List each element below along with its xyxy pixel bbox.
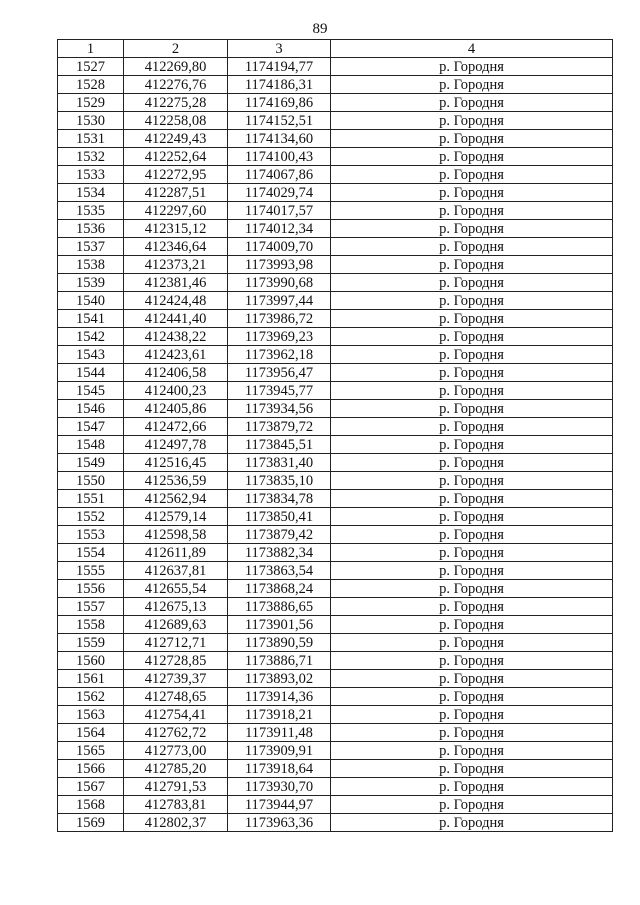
cell-description: р. Городня xyxy=(331,436,613,454)
cell-y-coordinate: 1173850,41 xyxy=(228,508,331,526)
cell-description: р. Городня xyxy=(331,760,613,778)
table-row xyxy=(58,814,613,832)
table-row xyxy=(58,706,613,724)
header-row xyxy=(58,40,613,58)
cell-x-coordinate: 412297,60 xyxy=(124,202,228,220)
cell-y-coordinate: 1173909,91 xyxy=(228,742,331,760)
cell-y-coordinate: 1174100,43 xyxy=(228,148,331,166)
cell-y-coordinate: 1173993,98 xyxy=(228,256,331,274)
cell-x-coordinate: 412441,40 xyxy=(124,310,228,328)
cell-x-coordinate: 412405,86 xyxy=(124,400,228,418)
table-row xyxy=(58,256,613,274)
table-row xyxy=(58,166,613,184)
table-row xyxy=(58,778,613,796)
cell-point-number: 1568 xyxy=(58,796,124,814)
cell-description: р. Городня xyxy=(331,562,613,580)
cell-x-coordinate: 412249,43 xyxy=(124,130,228,148)
cell-y-coordinate: 1173945,77 xyxy=(228,382,331,400)
cell-y-coordinate: 1174009,70 xyxy=(228,238,331,256)
cell-description: р. Городня xyxy=(331,220,613,238)
cell-point-number: 1566 xyxy=(58,760,124,778)
column-header-y: 3 xyxy=(228,40,331,58)
cell-description: р. Городня xyxy=(331,274,613,292)
cell-description: р. Городня xyxy=(331,400,613,418)
cell-point-number: 1569 xyxy=(58,814,124,832)
cell-description: р. Городня xyxy=(331,94,613,112)
cell-x-coordinate: 412269,80 xyxy=(124,58,228,76)
cell-description: р. Городня xyxy=(331,76,613,94)
cell-description: р. Городня xyxy=(331,292,613,310)
cell-y-coordinate: 1173831,40 xyxy=(228,454,331,472)
cell-x-coordinate: 412783,81 xyxy=(124,796,228,814)
cell-point-number: 1529 xyxy=(58,94,124,112)
table-row xyxy=(58,634,613,652)
table-row xyxy=(58,310,613,328)
cell-point-number: 1539 xyxy=(58,274,124,292)
cell-x-coordinate: 412762,72 xyxy=(124,724,228,742)
cell-point-number: 1541 xyxy=(58,310,124,328)
cell-point-number: 1536 xyxy=(58,220,124,238)
cell-description: р. Городня xyxy=(331,778,613,796)
cell-description: р. Городня xyxy=(331,364,613,382)
cell-y-coordinate: 1173956,47 xyxy=(228,364,331,382)
table-row xyxy=(58,544,613,562)
cell-point-number: 1562 xyxy=(58,688,124,706)
cell-point-number: 1527 xyxy=(58,58,124,76)
cell-description: р. Городня xyxy=(331,310,613,328)
cell-point-number: 1564 xyxy=(58,724,124,742)
cell-y-coordinate: 1174012,34 xyxy=(228,220,331,238)
cell-y-coordinate: 1173886,65 xyxy=(228,598,331,616)
cell-x-coordinate: 412637,81 xyxy=(124,562,228,580)
cell-x-coordinate: 412748,65 xyxy=(124,688,228,706)
cell-x-coordinate: 412598,58 xyxy=(124,526,228,544)
cell-x-coordinate: 412438,22 xyxy=(124,328,228,346)
table-row xyxy=(58,598,613,616)
cell-x-coordinate: 412785,20 xyxy=(124,760,228,778)
cell-point-number: 1557 xyxy=(58,598,124,616)
cell-x-coordinate: 412611,89 xyxy=(124,544,228,562)
table-row xyxy=(58,508,613,526)
table-row xyxy=(58,58,613,76)
cell-x-coordinate: 412252,64 xyxy=(124,148,228,166)
cell-point-number: 1567 xyxy=(58,778,124,796)
cell-point-number: 1553 xyxy=(58,526,124,544)
cell-y-coordinate: 1173918,21 xyxy=(228,706,331,724)
table-row xyxy=(58,688,613,706)
cell-description: р. Городня xyxy=(331,634,613,652)
cell-point-number: 1528 xyxy=(58,76,124,94)
cell-y-coordinate: 1173914,36 xyxy=(228,688,331,706)
cell-description: р. Городня xyxy=(331,130,613,148)
cell-point-number: 1542 xyxy=(58,328,124,346)
cell-y-coordinate: 1173835,10 xyxy=(228,472,331,490)
table-row xyxy=(58,148,613,166)
cell-point-number: 1561 xyxy=(58,670,124,688)
table-row xyxy=(58,202,613,220)
cell-description: р. Городня xyxy=(331,382,613,400)
cell-description: р. Городня xyxy=(331,652,613,670)
cell-point-number: 1543 xyxy=(58,346,124,364)
cell-x-coordinate: 412315,12 xyxy=(124,220,228,238)
cell-y-coordinate: 1173986,72 xyxy=(228,310,331,328)
table-header xyxy=(58,40,613,58)
cell-x-coordinate: 412739,37 xyxy=(124,670,228,688)
table-row xyxy=(58,130,613,148)
cell-x-coordinate: 412728,85 xyxy=(124,652,228,670)
cell-x-coordinate: 412275,28 xyxy=(124,94,228,112)
cell-y-coordinate: 1173969,23 xyxy=(228,328,331,346)
cell-description: р. Городня xyxy=(331,490,613,508)
table-row xyxy=(58,112,613,130)
cell-point-number: 1538 xyxy=(58,256,124,274)
cell-description: р. Городня xyxy=(331,418,613,436)
cell-description: р. Городня xyxy=(331,544,613,562)
page-number: 89 xyxy=(312,21,328,37)
cell-point-number: 1534 xyxy=(58,184,124,202)
table-row xyxy=(58,328,613,346)
cell-point-number: 1533 xyxy=(58,166,124,184)
cell-x-coordinate: 412346,64 xyxy=(124,238,228,256)
table-body xyxy=(58,58,613,832)
table-row xyxy=(58,184,613,202)
table-row xyxy=(58,652,613,670)
cell-y-coordinate: 1173918,64 xyxy=(228,760,331,778)
cell-x-coordinate: 412272,95 xyxy=(124,166,228,184)
cell-description: р. Городня xyxy=(331,184,613,202)
cell-point-number: 1544 xyxy=(58,364,124,382)
cell-x-coordinate: 412423,61 xyxy=(124,346,228,364)
cell-y-coordinate: 1173893,02 xyxy=(228,670,331,688)
table-row xyxy=(58,382,613,400)
cell-x-coordinate: 412689,63 xyxy=(124,616,228,634)
cell-point-number: 1537 xyxy=(58,238,124,256)
table-row xyxy=(58,742,613,760)
cell-point-number: 1545 xyxy=(58,382,124,400)
coordinates-table xyxy=(57,39,613,832)
cell-y-coordinate: 1174067,86 xyxy=(228,166,331,184)
table-row xyxy=(58,238,613,256)
table-row xyxy=(58,436,613,454)
cell-description: р. Городня xyxy=(331,814,613,832)
cell-point-number: 1558 xyxy=(58,616,124,634)
cell-point-number: 1559 xyxy=(58,634,124,652)
cell-description: р. Городня xyxy=(331,688,613,706)
cell-y-coordinate: 1174134,60 xyxy=(228,130,331,148)
cell-y-coordinate: 1173997,44 xyxy=(228,292,331,310)
cell-description: р. Городня xyxy=(331,112,613,130)
cell-point-number: 1535 xyxy=(58,202,124,220)
cell-description: р. Городня xyxy=(331,454,613,472)
table-row xyxy=(58,490,613,508)
cell-x-coordinate: 412373,21 xyxy=(124,256,228,274)
cell-x-coordinate: 412424,48 xyxy=(124,292,228,310)
cell-description: р. Городня xyxy=(331,166,613,184)
cell-point-number: 1548 xyxy=(58,436,124,454)
cell-point-number: 1556 xyxy=(58,580,124,598)
cell-point-number: 1549 xyxy=(58,454,124,472)
cell-description: р. Городня xyxy=(331,724,613,742)
table-row xyxy=(58,400,613,418)
cell-x-coordinate: 412675,13 xyxy=(124,598,228,616)
cell-y-coordinate: 1174194,77 xyxy=(228,58,331,76)
cell-description: р. Городня xyxy=(331,706,613,724)
cell-point-number: 1563 xyxy=(58,706,124,724)
cell-y-coordinate: 1173845,51 xyxy=(228,436,331,454)
cell-y-coordinate: 1173934,56 xyxy=(228,400,331,418)
cell-y-coordinate: 1173879,42 xyxy=(228,526,331,544)
cell-y-coordinate: 1173834,78 xyxy=(228,490,331,508)
cell-x-coordinate: 412754,41 xyxy=(124,706,228,724)
table-row xyxy=(58,292,613,310)
cell-x-coordinate: 412562,94 xyxy=(124,490,228,508)
cell-point-number: 1552 xyxy=(58,508,124,526)
column-header-number: 1 xyxy=(58,40,124,58)
cell-x-coordinate: 412406,58 xyxy=(124,364,228,382)
cell-y-coordinate: 1173882,34 xyxy=(228,544,331,562)
cell-y-coordinate: 1173863,54 xyxy=(228,562,331,580)
table-row xyxy=(58,562,613,580)
cell-point-number: 1540 xyxy=(58,292,124,310)
cell-point-number: 1531 xyxy=(58,130,124,148)
table-row xyxy=(58,76,613,94)
cell-description: р. Городня xyxy=(331,256,613,274)
cell-y-coordinate: 1173990,68 xyxy=(228,274,331,292)
cell-y-coordinate: 1173944,97 xyxy=(228,796,331,814)
cell-description: р. Городня xyxy=(331,580,613,598)
cell-x-coordinate: 412791,53 xyxy=(124,778,228,796)
cell-point-number: 1551 xyxy=(58,490,124,508)
cell-x-coordinate: 412802,37 xyxy=(124,814,228,832)
table-row xyxy=(58,274,613,292)
cell-y-coordinate: 1174029,74 xyxy=(228,184,331,202)
cell-y-coordinate: 1173868,24 xyxy=(228,580,331,598)
table-row xyxy=(58,418,613,436)
table-row xyxy=(58,670,613,688)
table-row xyxy=(58,760,613,778)
cell-y-coordinate: 1174169,86 xyxy=(228,94,331,112)
cell-x-coordinate: 412400,23 xyxy=(124,382,228,400)
cell-description: р. Городня xyxy=(331,202,613,220)
cell-point-number: 1547 xyxy=(58,418,124,436)
table-row xyxy=(58,526,613,544)
table-row xyxy=(58,616,613,634)
cell-y-coordinate: 1173963,36 xyxy=(228,814,331,832)
cell-description: р. Городня xyxy=(331,472,613,490)
cell-y-coordinate: 1173901,56 xyxy=(228,616,331,634)
table-row xyxy=(58,220,613,238)
cell-description: р. Городня xyxy=(331,148,613,166)
cell-description: р. Городня xyxy=(331,796,613,814)
cell-y-coordinate: 1174186,31 xyxy=(228,76,331,94)
cell-y-coordinate: 1173890,59 xyxy=(228,634,331,652)
cell-x-coordinate: 412497,78 xyxy=(124,436,228,454)
cell-x-coordinate: 412712,71 xyxy=(124,634,228,652)
cell-x-coordinate: 412773,00 xyxy=(124,742,228,760)
cell-x-coordinate: 412472,66 xyxy=(124,418,228,436)
cell-x-coordinate: 412536,59 xyxy=(124,472,228,490)
table-row xyxy=(58,346,613,364)
cell-x-coordinate: 412516,45 xyxy=(124,454,228,472)
cell-description: р. Городня xyxy=(331,526,613,544)
table-row xyxy=(58,580,613,598)
cell-description: р. Городня xyxy=(331,742,613,760)
table-row xyxy=(58,724,613,742)
table-row xyxy=(58,364,613,382)
cell-point-number: 1546 xyxy=(58,400,124,418)
cell-x-coordinate: 412258,08 xyxy=(124,112,228,130)
cell-point-number: 1554 xyxy=(58,544,124,562)
cell-y-coordinate: 1174152,51 xyxy=(228,112,331,130)
cell-point-number: 1555 xyxy=(58,562,124,580)
cell-point-number: 1530 xyxy=(58,112,124,130)
cell-x-coordinate: 412381,46 xyxy=(124,274,228,292)
table-row xyxy=(58,94,613,112)
cell-description: р. Городня xyxy=(331,598,613,616)
column-header-x: 2 xyxy=(124,40,228,58)
cell-point-number: 1565 xyxy=(58,742,124,760)
cell-y-coordinate: 1173879,72 xyxy=(228,418,331,436)
cell-description: р. Городня xyxy=(331,670,613,688)
cell-description: р. Городня xyxy=(331,346,613,364)
cell-description: р. Городня xyxy=(331,508,613,526)
cell-point-number: 1560 xyxy=(58,652,124,670)
table-row xyxy=(58,796,613,814)
cell-y-coordinate: 1173886,71 xyxy=(228,652,331,670)
cell-x-coordinate: 412287,51 xyxy=(124,184,228,202)
column-header-description: 4 xyxy=(331,40,613,58)
cell-description: р. Городня xyxy=(331,238,613,256)
cell-description: р. Городня xyxy=(331,328,613,346)
table-row xyxy=(58,454,613,472)
cell-y-coordinate: 1174017,57 xyxy=(228,202,331,220)
cell-description: р. Городня xyxy=(331,616,613,634)
cell-point-number: 1532 xyxy=(58,148,124,166)
cell-y-coordinate: 1173930,70 xyxy=(228,778,331,796)
cell-x-coordinate: 412655,54 xyxy=(124,580,228,598)
table-row xyxy=(58,472,613,490)
cell-x-coordinate: 412579,14 xyxy=(124,508,228,526)
cell-x-coordinate: 412276,76 xyxy=(124,76,228,94)
cell-y-coordinate: 1173911,48 xyxy=(228,724,331,742)
cell-point-number: 1550 xyxy=(58,472,124,490)
cell-y-coordinate: 1173962,18 xyxy=(228,346,331,364)
cell-description: р. Городня xyxy=(331,58,613,76)
